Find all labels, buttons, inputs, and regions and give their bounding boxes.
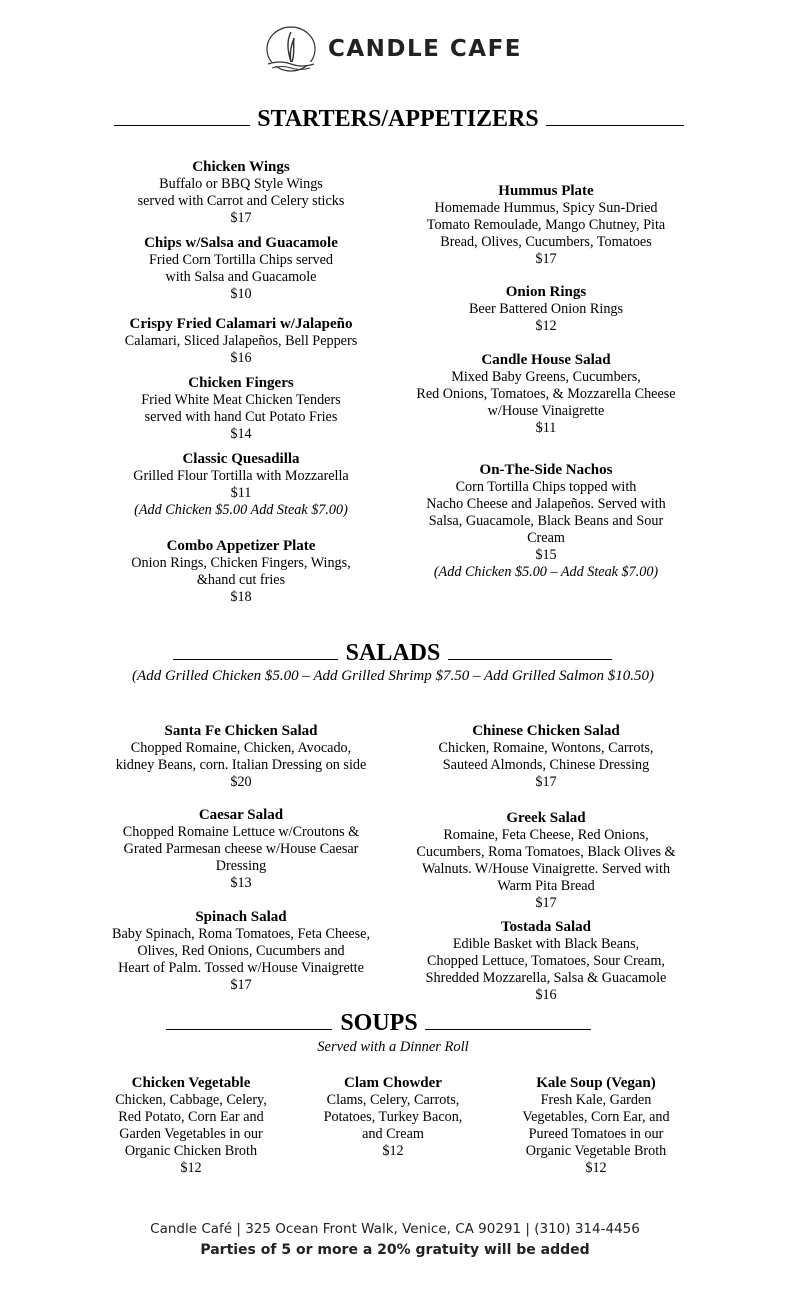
- item-name: Combo Appetizer Plate: [166, 538, 316, 554]
- menu-item: [400, 810, 692, 912]
- item-name: Greek Salad: [506, 810, 586, 826]
- item-description: Corn Tortilla Chips topped with Nacho Cheese and Jalapeños. Served with Salsa, Guacamole, Black Beans and Sour Cream: [426, 479, 666, 546]
- item-description: Clams, Celery, Carrots, Potatoes, Turkey Bacon, and Cream: [323, 1092, 463, 1142]
- menu-item: [400, 462, 692, 581]
- item-name: Chinese Chicken Salad: [472, 723, 620, 739]
- menu-item: [100, 807, 382, 892]
- item-price: $14: [230, 426, 252, 442]
- item-description: Fresh Kale, Garden Vegetables, Corn Ear, and Pureed Tomatoes in our Organic Vegetable Broth: [522, 1092, 670, 1159]
- menu-item: [100, 159, 382, 227]
- item-price: $15: [535, 547, 557, 563]
- menu-item: [100, 909, 382, 994]
- item-price: $20: [230, 774, 252, 790]
- salads-addon-note: (Add Grilled Chicken $5.00 – Add Grilled Shrimp $7.50 – Add Grilled Salmon $10.50): [132, 668, 654, 684]
- item-description: Mixed Baby Greens, Cucumbers, Red Onions, Tomatoes, & Mozzarella Cheese w/House Vinaigrette: [416, 369, 676, 419]
- item-price: $12: [180, 1160, 202, 1176]
- item-name: Onion Rings: [505, 284, 587, 300]
- candle-icon: [262, 24, 320, 76]
- item-price: $17: [230, 210, 252, 226]
- menu-item: [100, 316, 382, 367]
- item-price: $17: [535, 774, 557, 790]
- item-description: Fried White Meat Chicken Tenders served with hand Cut Potato Fries: [141, 392, 341, 425]
- item-description: Grilled Flour Tortilla with Mozzarella: [133, 468, 349, 484]
- item-name: Chicken Fingers: [188, 375, 294, 391]
- item-name: Chicken Vegetable: [131, 1075, 251, 1091]
- item-price: $17: [535, 251, 557, 267]
- brand-name: CANDLE CAFE: [328, 36, 522, 62]
- menu-item: [400, 919, 692, 1004]
- item-description: Edible Basket with Black Beans, Chopped Lettuce, Tomatoes, Sour Cream, Shredded Mozzarella, Salsa & Guacamole: [425, 936, 667, 986]
- item-name: Caesar Salad: [198, 807, 284, 823]
- item-price: $16: [230, 350, 252, 366]
- item-addon: (Add Chicken $5.00 Add Steak $7.00): [134, 502, 348, 518]
- item-description: Chicken, Cabbage, Celery, Red Potato, Corn Ear and Garden Vegetables in our Organic Chicken Broth: [115, 1092, 267, 1159]
- item-name: Clam Chowder: [344, 1075, 442, 1091]
- menu-item: [298, 1075, 488, 1160]
- item-name: Chicken Wings: [192, 159, 290, 175]
- item-price: $17: [230, 977, 252, 993]
- menu-item: [400, 352, 692, 437]
- item-description: Baby Spinach, Roma Tomatoes, Feta Cheese, Olives, Red Onions, Cucumbers and Heart of Palm. Tossed w/House Vinaigrette: [111, 926, 370, 976]
- item-description: Chopped Romaine, Chicken, Avocado, kidney Beans, corn. Italian Dressing on side: [115, 740, 367, 773]
- item-price: $13: [230, 875, 252, 891]
- item-price: $17: [535, 895, 557, 911]
- item-name: Candle House Salad: [481, 352, 611, 368]
- item-price: $12: [535, 318, 557, 334]
- item-name: Chips w/Salsa and Guacamole: [144, 235, 338, 251]
- item-name: On-The-Side Nachos: [479, 462, 613, 478]
- menu-item: [400, 183, 692, 268]
- item-description: Homemade Hummus, Spicy Sun-Dried Tomato Remoulade, Mango Chutney, Pita Bread, Olives, Cucumbers, Tomatoes: [426, 200, 666, 250]
- item-price: $10: [230, 286, 252, 302]
- menu-item: [400, 723, 692, 791]
- item-description: Calamari, Sliced Jalapeños, Bell Peppers: [124, 333, 358, 349]
- heading-rule-right: [425, 1029, 591, 1030]
- item-name: Crispy Fried Calamari w/Jalapeño: [129, 316, 353, 332]
- menu-item: [100, 235, 382, 303]
- item-price: $16: [535, 987, 557, 1003]
- soups-note: Served with a Dinner Roll: [317, 1039, 469, 1055]
- item-price: $11: [535, 420, 557, 436]
- heading-rule-right: [448, 659, 612, 660]
- menu-item: [100, 375, 382, 443]
- item-price: $11: [230, 485, 252, 501]
- item-name: Kale Soup (Vegan): [536, 1075, 656, 1091]
- item-description: Beer Battered Onion Rings: [468, 301, 624, 317]
- item-description: Fried Corn Tortilla Chips served with Salsa and Guacamole: [149, 252, 333, 285]
- menu-item: [100, 451, 382, 519]
- brand-logo: [262, 24, 532, 76]
- footer-gratuity: Parties of 5 or more a 20% gratuity will be added: [200, 1242, 590, 1258]
- item-name: Santa Fe Chicken Salad: [164, 723, 318, 739]
- item-description: Romaine, Feta Cheese, Red Onions, Cucumbers, Roma Tomatoes, Black Olives & Walnuts. W/House Vinaigrette. Served with Warm Pita Bread: [416, 827, 676, 894]
- item-description: Onion Rings, Chicken Fingers, Wings, &hand cut fries: [131, 555, 351, 588]
- menu-item: [100, 723, 382, 791]
- item-description: Chopped Romaine Lettuce w/Croutons & Grated Parmesan cheese w/House Caesar Dressing: [122, 824, 360, 874]
- item-price: $12: [585, 1160, 607, 1176]
- item-price: $18: [230, 589, 252, 605]
- menu-item: [400, 284, 692, 335]
- item-description: Chicken, Romaine, Wontons, Carrots, Sauteed Almonds, Chinese Dressing: [438, 740, 654, 773]
- menu-item: [500, 1075, 692, 1177]
- item-name: Classic Quesadilla: [182, 451, 300, 467]
- menu-item: [100, 538, 382, 606]
- item-name: Tostada Salad: [501, 919, 591, 935]
- soups-heading: SOUPS: [340, 1010, 418, 1036]
- menu-item: [96, 1075, 286, 1177]
- item-name: Hummus Plate: [498, 183, 594, 199]
- heading-rule-right: [546, 125, 684, 126]
- salads-heading: SALADS: [345, 640, 441, 666]
- item-name: Spinach Salad: [195, 909, 287, 925]
- footer-address: Candle Café | 325 Ocean Front Walk, Venice, CA 90291 | (310) 314-4456: [150, 1221, 640, 1237]
- item-price: $12: [382, 1143, 404, 1159]
- starters-heading: STARTERS/APPETIZERS: [257, 106, 539, 132]
- item-description: Buffalo or BBQ Style Wings served with Carrot and Celery sticks: [137, 176, 345, 209]
- item-addon: (Add Chicken $5.00 – Add Steak $7.00): [433, 564, 659, 580]
